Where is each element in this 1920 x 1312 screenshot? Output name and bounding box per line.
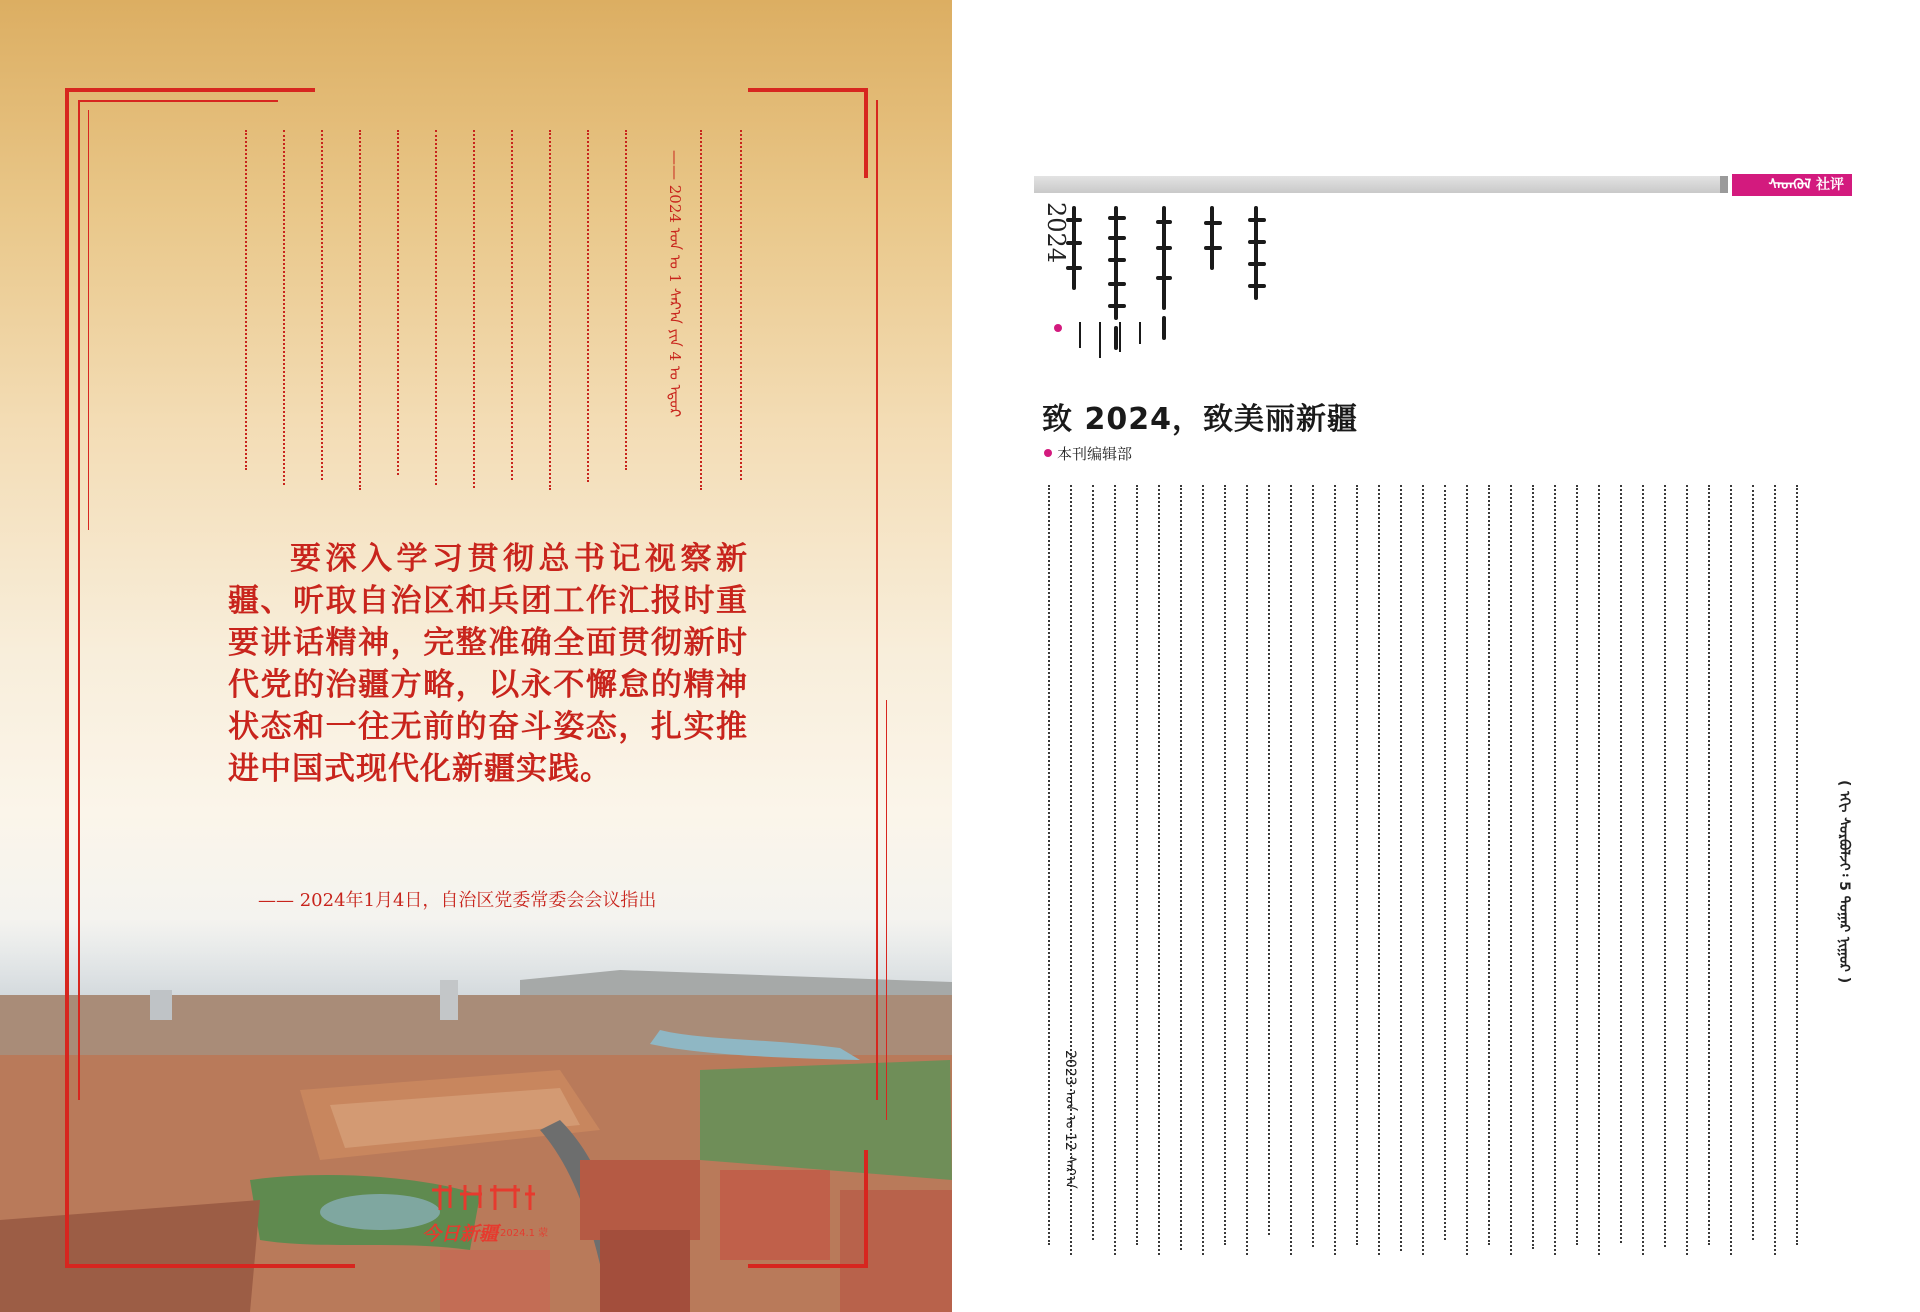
left-page xyxy=(0,0,952,1312)
frame-left-inner2 xyxy=(88,110,89,530)
frame-right-outer xyxy=(864,88,868,178)
mongolian-byline xyxy=(1070,318,1150,368)
byline-dot xyxy=(1044,449,1052,457)
body-side-note: ( ᠡᠬᠢ ᠰᠤᠷᠪᠤᠯᠵᠢ᠄ 5 ᠳᠤᠭᠠᠷ ᠨᠢᠭᠤᠷ ) xyxy=(1836,780,1852,984)
frame-right-inner xyxy=(876,100,878,1100)
article-title: 致 2024，致美丽新疆 xyxy=(1042,402,1358,437)
magazine-logo-sub: 2024.1 蒙 xyxy=(500,1228,549,1239)
frame-bottom xyxy=(65,1264,355,1268)
frame-right-lower xyxy=(864,1150,868,1268)
article-byline: 本刊编辑部 xyxy=(1057,445,1133,463)
city-photo xyxy=(0,920,952,1312)
quote-attribution: —— 2024年1月4日，自治区党委常委会会议指出 xyxy=(258,890,657,911)
frame-right-inner2 xyxy=(886,700,887,1120)
frame-left-outer xyxy=(65,88,69,1268)
quote-text: 要深入学习贯彻总书记视察新疆、听取自治区和兵团工作汇报时重要讲话精神，完整准确全面贯彻新时代党的治疆方略，以永不懈怠的精神状态和一往无前的奋斗姿态，扎实推进中国式现代化新疆实践。 xyxy=(228,541,748,787)
frame-top-left-inner xyxy=(78,100,278,102)
title-year-vertical: 2024 xyxy=(1042,202,1070,264)
header-bar xyxy=(1034,176,1724,193)
body-date-vertical: 2023 ᠣᠨ ᠤ 12 ᠰᠠᠷ᠎ᠠ xyxy=(1062,1050,1078,1189)
frame-top-right xyxy=(748,88,868,92)
section-tag: ᠰᠡᠳᠬᠦᠯ 社评 xyxy=(1732,174,1852,196)
right-page xyxy=(952,0,1920,1312)
frame-left-inner xyxy=(78,100,80,1100)
header-bar-cap xyxy=(1720,176,1728,193)
byline-dot-mongol xyxy=(1054,324,1062,332)
mongolian-attribution: —— 2024 ᠣᠨ ᠤ 1 ᠰᠠᠷ᠎ᠠ ᠶᠢᠨ 4 ᠤ ᠡᠳᠦᠷ xyxy=(666,150,684,418)
frame-bottom-right xyxy=(748,1264,868,1268)
article-body xyxy=(1040,485,1820,1260)
magazine-logo-text: 今日新疆 xyxy=(422,1223,499,1245)
frame-top-left xyxy=(65,88,315,92)
